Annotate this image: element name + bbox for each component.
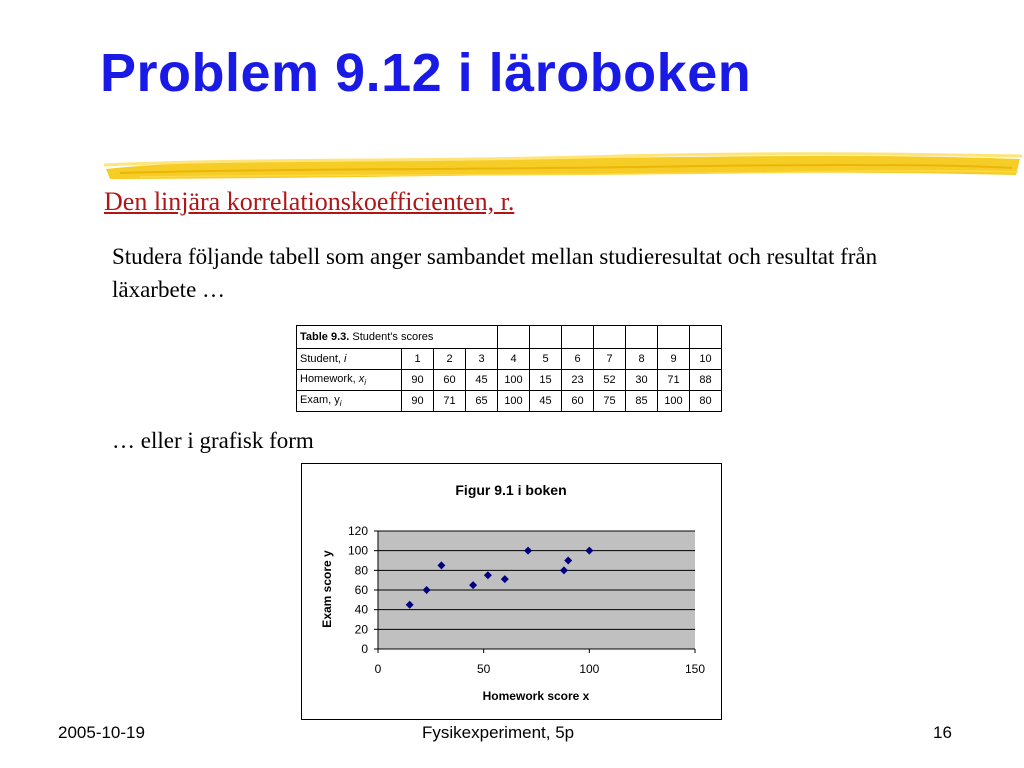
table-cell: 8 [626, 349, 658, 370]
x-tick-label: 100 [579, 662, 600, 676]
table-cell: 88 [690, 370, 722, 391]
table-cell: 23 [562, 370, 594, 391]
table-cell: 52 [594, 370, 626, 391]
y-tick-label: 60 [354, 583, 368, 597]
x-tick-label: 50 [476, 662, 491, 676]
table-row [297, 391, 722, 412]
table-caption-text: Student's scores [352, 331, 434, 343]
table-cell [690, 326, 722, 349]
table-cell: 4 [498, 349, 530, 370]
table-cell: 75 [594, 391, 626, 412]
table-caption [297, 326, 498, 349]
table-cell: 2 [434, 349, 466, 370]
table-cell: 10 [690, 349, 722, 370]
y-tick-label: 100 [347, 543, 368, 558]
student-scores-table [296, 325, 722, 412]
table-cell: 100 [498, 391, 530, 412]
table-cell: 71 [434, 391, 466, 412]
slide-subtitle: Den linjära korrelationskoefficienten, r. [104, 187, 515, 216]
footer-page-number: 16 [933, 723, 952, 742]
row-label: Homework, $x_i$ [297, 370, 402, 391]
table-cell: 85 [626, 391, 658, 412]
table-cell: 45 [466, 370, 498, 391]
chart-title: Figur 9.1 i boken [455, 482, 567, 498]
table-row [297, 370, 722, 391]
y-axis-label: Exam score y [320, 550, 334, 628]
table-cell: 7 [594, 349, 626, 370]
table-cell: 30 [626, 370, 658, 391]
footer-course: Fysikexperiment, 5p [422, 723, 575, 742]
table-cell: 1 [402, 349, 434, 370]
table-cell: 90 [402, 370, 434, 391]
x-tick-label: 150 [684, 662, 706, 676]
table-cell [626, 326, 658, 349]
table-cell: 65 [466, 391, 498, 412]
table-cell: 80 [690, 391, 722, 412]
table-cell: 9 [658, 349, 690, 370]
y-tick-label: 20 [354, 622, 368, 637]
footer-date: 2005-10-19 [58, 723, 145, 742]
table-cell: 100 [498, 370, 530, 391]
scatter-chart-svg [302, 464, 721, 719]
table-cell [594, 326, 626, 349]
table-cell: 45 [530, 391, 562, 412]
table-caption-row [297, 326, 722, 349]
y-tick-label: 80 [354, 563, 368, 578]
y-tick-label: 40 [354, 602, 368, 617]
graph-intro-text: … eller i grafisk form [112, 428, 314, 453]
scatter-chart [301, 463, 722, 720]
x-axis-label: Homework score x [482, 689, 590, 703]
row-label: Exam, $y_i$ [297, 391, 402, 412]
table-cell: 60 [562, 391, 594, 412]
table-cell [658, 326, 690, 349]
table-row [297, 349, 722, 370]
table-cell: 15 [530, 370, 562, 391]
table-cell: 3 [466, 349, 498, 370]
table-cell [562, 326, 594, 349]
table-caption-number: Table 9.3. [300, 331, 350, 343]
y-tick-label: 0 [361, 642, 368, 656]
y-tick-label: 120 [347, 524, 368, 538]
x-tick-label: 0 [374, 662, 382, 676]
table-cell: 5 [530, 349, 562, 370]
intro-paragraph: Studera följande tabell som anger sambandet mellan studieresultat och resultat från läxarbete … [112, 244, 878, 302]
table-cell: 60 [434, 370, 466, 391]
table-cell: 6 [562, 349, 594, 370]
table-cell [530, 326, 562, 349]
table-cell: 90 [402, 391, 434, 412]
table-cell [498, 326, 530, 349]
highlighter-stroke-decoration [100, 148, 1024, 188]
row-label: Student, i [297, 349, 402, 370]
table-cell: 71 [658, 370, 690, 391]
slide-title: Problem 9.12 i läroboken [100, 43, 752, 103]
table-cell: 100 [658, 391, 690, 412]
